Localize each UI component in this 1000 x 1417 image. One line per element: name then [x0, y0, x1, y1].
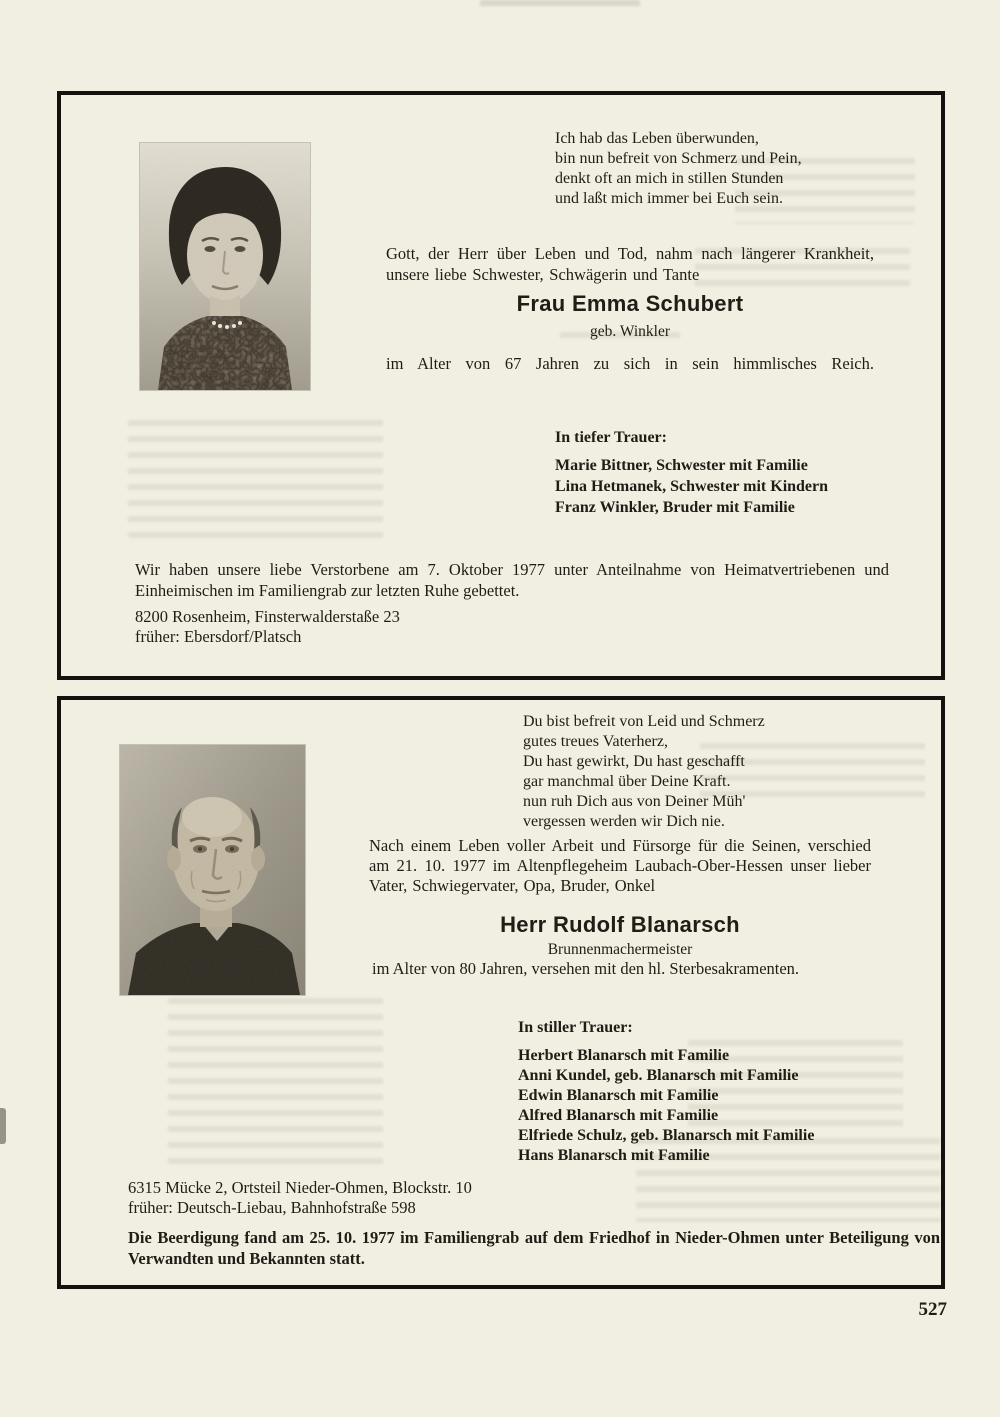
deceased-name: Herr Rudolf Blanarsch: [500, 912, 740, 937]
former-address-line: früher: Deutsch-Liebau, Bahnhofstraße 598: [128, 1198, 416, 1217]
deceased-name: Frau Emma Schubert: [516, 291, 744, 316]
mourner-line: Alfred Blanarsch mit Familie: [518, 1107, 719, 1124]
mourner-line: Hans Blanarsch mit Familie: [518, 1147, 710, 1164]
mourner-line: Lina Hetmanek, Schwester mit Kindern: [555, 478, 829, 495]
mourning-label: In stiller Trauer:: [518, 1019, 633, 1036]
poem-line: Du bist befreit von Leid und Schmerz: [523, 713, 765, 730]
page-number: 527: [918, 1299, 947, 1320]
memorial-poem: [555, 129, 802, 209]
burial-note: Die Beerdigung fand am 25. 10. 1977 im Familiengrab auf dem Friedhof in Nieder-Ohmen unter Beteiligung von Verwandten und Bekannten statt.: [128, 1228, 940, 1268]
mourner-line: Marie Bittner, Schwester mit Familie: [555, 457, 808, 474]
obituary-notice-schubert: [57, 91, 945, 680]
maiden-name: geb. Winkler: [589, 323, 670, 340]
mourners-list: [518, 1046, 814, 1166]
mourner-line: Elfriede Schulz, geb. Blanarsch mit Familie: [518, 1127, 815, 1144]
mourner-line: Anni Kundel, geb. Blanarsch mit Familie: [518, 1067, 799, 1084]
age-line: im Alter von 67 Jahren zu sich in sein himmlisches Reich.: [386, 354, 874, 373]
bleedthrough-text-ghost: [480, 0, 640, 12]
mourner-line: Edwin Blanarsch mit Familie: [518, 1087, 719, 1104]
address-line: 6315 Mücke 2, Ortsteil Nieder-Ohmen, Blockstr. 10: [128, 1178, 472, 1197]
address-line: 8200 Rosenheim, Finsterwalderstaße 23: [135, 607, 400, 626]
obituary-notice-blanarsch: [57, 696, 945, 1289]
former-address-line: früher: Ebersdorf/Platsch: [135, 627, 302, 646]
portrait-photo-emma-schubert: [140, 143, 310, 390]
poem-line: gutes treues Vaterherz,: [523, 733, 668, 750]
announcement-text: Nach einem Leben voller Arbeit und Fürsorge für die Seinen, verschied am 21. 10. 1977 im Altenpflegeheim Laubach-Ober-Hessen unser lieber Vater, Schwiegervater, Opa, Bruder, Onkel: [369, 836, 871, 895]
poem-line: Ich hab das Leben überwunden,: [555, 130, 759, 147]
mourner-line: Franz Winkler, Bruder mit Familie: [555, 499, 795, 516]
mourning-label: In tiefer Trauer:: [555, 429, 667, 446]
profession-line: Brunnenmachermeister: [547, 941, 693, 958]
ink-mark: [0, 1108, 6, 1144]
poem-line: und laßt mich immer bei Euch sein.: [555, 190, 783, 207]
mourner-line: Herbert Blanarsch mit Familie: [518, 1047, 730, 1064]
announcement-text: Gott, der Herr über Leben und Tod, nahm nach längerer Krankheit, unsere liebe Schwester, Schwägerin und Tante: [386, 244, 874, 284]
poem-line: gar manchmal über Deine Kraft.: [523, 773, 731, 790]
poem-line: vergessen werden wir Dich nie.: [523, 813, 725, 830]
age-line: im Alter von 80 Jahren, versehen mit den hl. Sterbesakramenten.: [372, 959, 800, 978]
poem-line: denkt oft an mich in stillen Stunden: [555, 170, 784, 187]
poem-line: bin nun befreit von Schmerz und Pein,: [555, 150, 802, 167]
poem-line: Du hast gewirkt, Du hast geschafft: [523, 753, 745, 770]
portrait-photo-rudolf-blanarsch: [120, 745, 305, 995]
mourners-list: [555, 455, 828, 518]
memorial-poem: [523, 712, 765, 832]
burial-note: Wir haben unsere liebe Verstorbene am 7. Oktober 1977 unter Anteilnahme von Heimatvertriebenen und Einheimischen im Familiengrab zur letzten Ruhe gebettet.: [135, 560, 889, 600]
poem-line: nun ruh Dich aus von Deiner Müh': [523, 793, 746, 810]
